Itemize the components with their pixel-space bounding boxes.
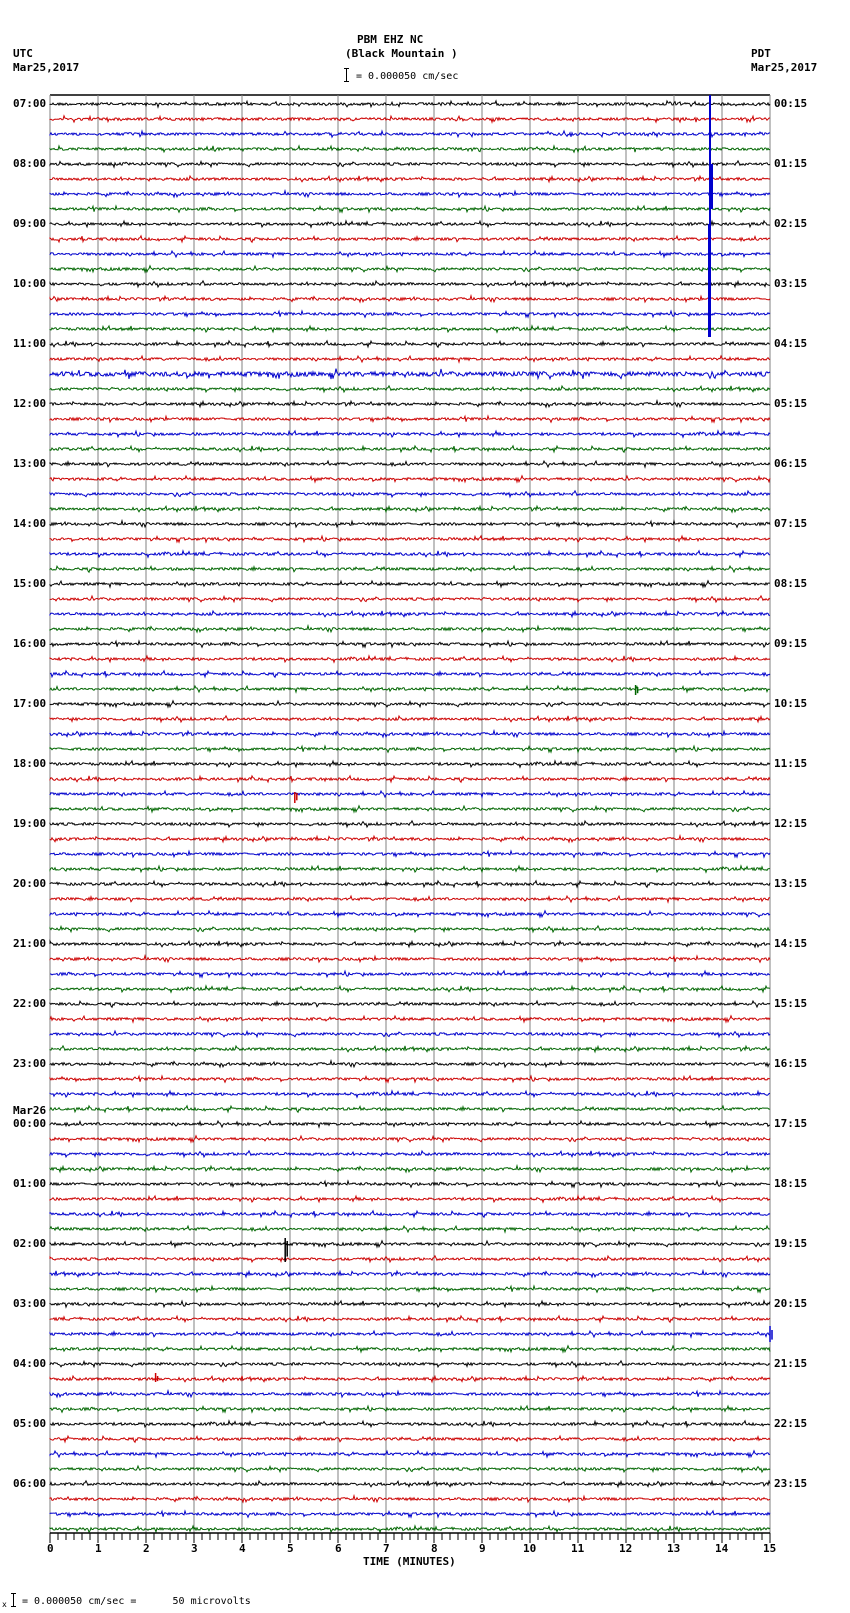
pdt-hour-label: 10:15	[774, 697, 808, 710]
x-tick-label: 9	[479, 1542, 486, 1555]
pdt-hour-label: 17:15	[774, 1117, 808, 1130]
pdt-hour-label: 05:15	[774, 397, 808, 410]
utc-hour-label: 19:00	[13, 817, 47, 830]
right-date: Mar25,2017	[751, 61, 818, 74]
pdt-hour-label: 16:15	[774, 1057, 808, 1070]
pdt-hour-label: 21:15	[774, 1357, 808, 1370]
x-tick-label: 13	[667, 1542, 681, 1555]
utc-hour-label: 23:00	[13, 1057, 47, 1070]
x-tick-label: 7	[383, 1542, 390, 1555]
utc-hour-label: 22:00	[13, 997, 47, 1010]
right-timezone: PDT	[751, 47, 771, 60]
utc-hour-label: 09:00	[13, 217, 47, 230]
pdt-hour-label: 07:15	[774, 517, 808, 530]
pdt-hour-label: 11:15	[774, 757, 808, 770]
utc-hour-label: 15:00	[13, 577, 47, 590]
utc-hour-label: 11:00	[13, 337, 47, 350]
x-tick-label: 6	[335, 1542, 342, 1555]
pdt-hour-label: 14:15	[774, 937, 808, 950]
pdt-hour-label: 22:15	[774, 1417, 808, 1430]
utc-hour-label: 10:00	[13, 277, 47, 290]
date-change-label: Mar26	[13, 1104, 47, 1117]
utc-hour-label: 01:00	[13, 1177, 47, 1190]
station-title: PBM EHZ NC	[357, 33, 424, 46]
pdt-hour-label: 03:15	[774, 277, 808, 290]
utc-hour-label: 00:00	[13, 1117, 47, 1130]
footer-prefix: x	[2, 1600, 7, 1609]
utc-hour-label: 14:00	[13, 517, 47, 530]
pdt-hour-label: 19:15	[774, 1237, 808, 1250]
pdt-hour-label: 06:15	[774, 457, 808, 470]
x-tick-label: 10	[523, 1542, 537, 1555]
x-tick-label: 14	[715, 1542, 729, 1555]
x-tick-label: 3	[191, 1542, 198, 1555]
pdt-hour-label: 15:15	[774, 997, 808, 1010]
x-tick-label: 8	[431, 1542, 438, 1555]
pdt-hour-label: 13:15	[774, 877, 808, 890]
pdt-hour-label: 23:15	[774, 1477, 808, 1490]
pdt-hour-label: 02:15	[774, 217, 808, 230]
utc-hour-label: 21:00	[13, 937, 47, 950]
utc-hour-label: 16:00	[13, 637, 47, 650]
pdt-hour-label: 00:15	[774, 97, 808, 110]
utc-hour-label: 13:00	[13, 457, 47, 470]
x-tick-label: 15	[763, 1542, 777, 1555]
x-tick-label: 2	[143, 1542, 150, 1555]
x-tick-label: 0	[47, 1542, 54, 1555]
utc-hour-label: 02:00	[13, 1237, 47, 1250]
utc-hour-label: 06:00	[13, 1477, 47, 1490]
utc-hour-label: 20:00	[13, 877, 47, 890]
pdt-hour-label: 08:15	[774, 577, 808, 590]
left-timezone: UTC	[13, 47, 33, 60]
station-location: (Black Mountain )	[345, 47, 458, 60]
pdt-hour-label: 18:15	[774, 1177, 808, 1190]
utc-hour-label: 05:00	[13, 1417, 47, 1430]
x-tick-label: 11	[571, 1542, 585, 1555]
utc-hour-label: 07:00	[13, 97, 47, 110]
x-axis-label: TIME (MINUTES)	[363, 1555, 456, 1568]
footer-scale-text: = 0.000050 cm/sec = 50 microvolts	[22, 1596, 251, 1607]
pdt-hour-label: 20:15	[774, 1297, 808, 1310]
utc-hour-label: 04:00	[13, 1357, 47, 1370]
x-tick-label: 4	[239, 1542, 246, 1555]
utc-hour-label: 12:00	[13, 397, 47, 410]
pdt-hour-label: 04:15	[774, 337, 808, 350]
footer-scale-bar-icon	[13, 1593, 19, 1607]
utc-hour-label: 08:00	[13, 157, 47, 170]
pdt-hour-label: 01:15	[774, 157, 808, 170]
pdt-hour-label: 12:15	[774, 817, 808, 830]
x-tick-label: 5	[287, 1542, 294, 1555]
left-date: Mar25,2017	[13, 61, 80, 74]
x-tick-label: 12	[619, 1542, 633, 1555]
utc-hour-label: 03:00	[13, 1297, 47, 1310]
utc-hour-label: 18:00	[13, 757, 47, 770]
scale-text: = 0.000050 cm/sec	[356, 71, 459, 82]
x-tick-label: 1	[95, 1542, 102, 1555]
utc-hour-label: 17:00	[13, 697, 47, 710]
pdt-hour-label: 09:15	[774, 637, 808, 650]
